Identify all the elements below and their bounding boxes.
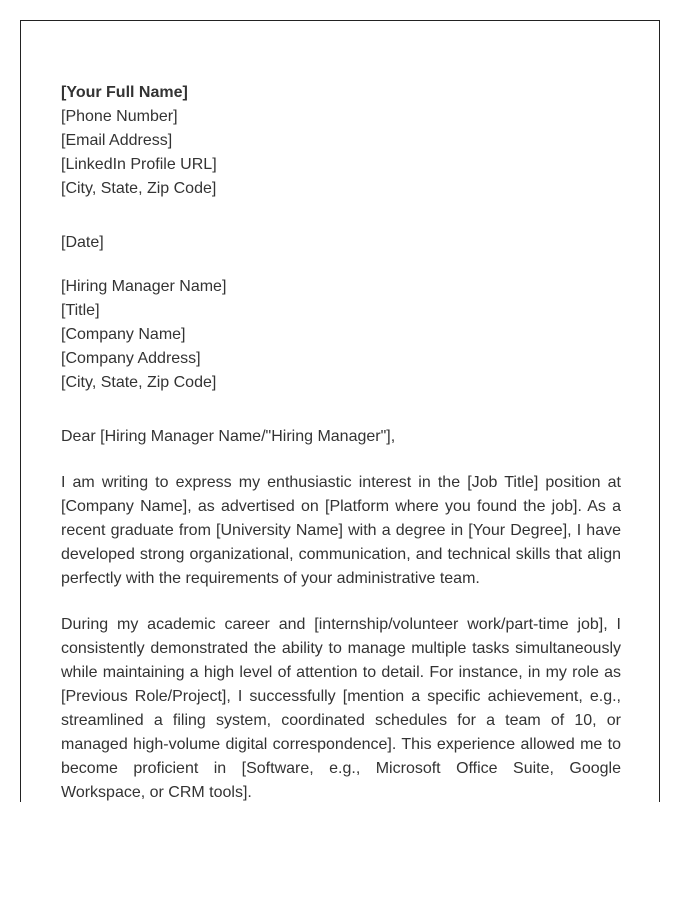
- sender-location: [City, State, Zip Code]: [61, 180, 217, 197]
- recipient-title: [Title]: [61, 302, 100, 319]
- date-block: [61, 231, 621, 255]
- recipient-block: [61, 275, 621, 395]
- recipient-address: [Company Address]: [61, 350, 201, 367]
- sender-name: [Your Full Name]: [61, 84, 188, 101]
- letter-content: [61, 81, 621, 802]
- letter-date: [Date]: [61, 234, 104, 251]
- body-paragraph-2: During my academic career and [internship/volunteer work/part-time job], I consistently demonstrated the ability to manage multiple tasks simultaneously while maintaining a high level of attention to detail. For instance, in my role as [Previous Role/Project], I successfully [mention a specific achievement, e.g., streamlined a filing system, coordinated schedules for a team of 10, or managed high-volume digital correspondence]. This experience allowed me to become proficient in [Software, e.g., Microsoft Office Suite, Google Workspace, or CRM tools].: [61, 616, 621, 801]
- salutation: Dear [Hiring Manager Name/"Hiring Manager"],: [61, 428, 396, 445]
- recipient-location: [City, State, Zip Code]: [61, 374, 217, 391]
- sender-block: [61, 81, 621, 201]
- recipient-company: [Company Name]: [61, 326, 186, 343]
- letter-page: [20, 20, 660, 802]
- sender-email: [Email Address]: [61, 132, 173, 149]
- body-paragraph-1: I am writing to express my enthusiastic interest in the [Job Title] position at [Company Name], as advertised on [Platform where you found the job]. As a recent graduate from [University Name] with a degree in [Your Degree], I have developed strong organizational, communication, and technical skills that align perfectly with the requirements of your administrative team.: [61, 474, 621, 587]
- recipient-name: [Hiring Manager Name]: [61, 278, 227, 295]
- sender-phone: [Phone Number]: [61, 108, 178, 125]
- sender-linkedin: [LinkedIn Profile URL]: [61, 156, 217, 173]
